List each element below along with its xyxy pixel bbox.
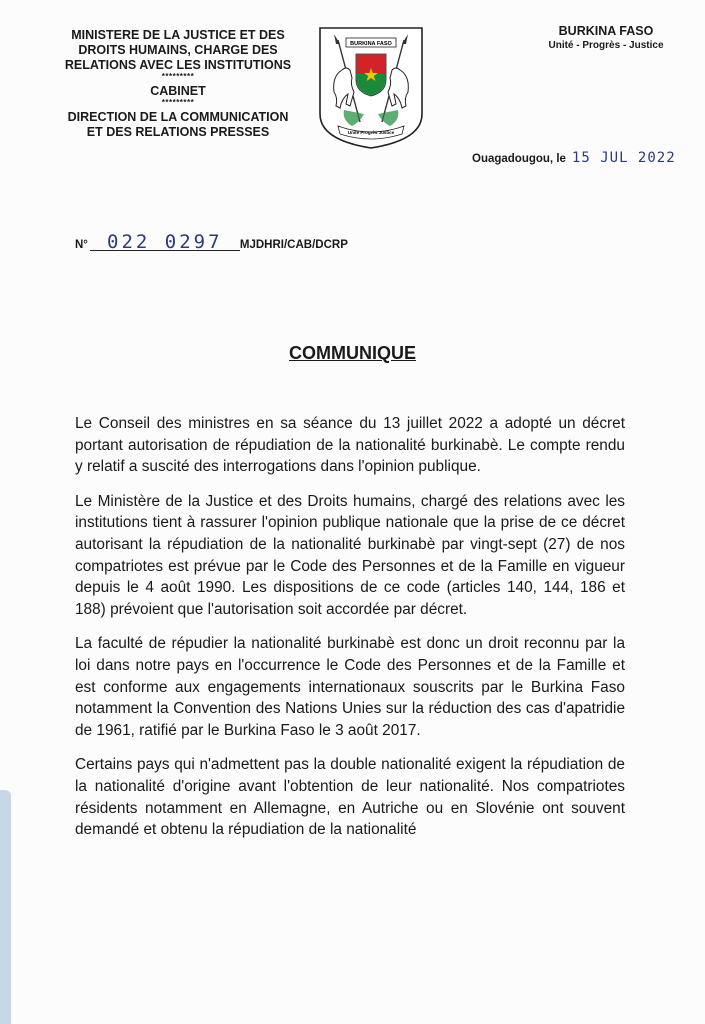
separator-stars-2: *********	[161, 98, 195, 107]
communique-body	[75, 413, 625, 854]
country-header	[536, 24, 676, 53]
reference-suffix: MJDHRI/CAB/DCRP	[239, 239, 348, 251]
scroll-edge-handle[interactable]	[0, 790, 11, 1024]
direction-line-2: ET DES RELATIONS PRESSES	[86, 125, 270, 139]
country-name: BURKINA FASO	[558, 24, 654, 38]
ministry-header	[48, 28, 308, 140]
date-stamp: 15 JUL 2022	[571, 150, 676, 166]
paragraph: La faculté de répudier la nationalité burkinabè est donc un droit reconnu par la loi dans notre pays en l'occurrence le Code des Personnes et de la Famille et est conforme aux engagements internationaux souscrits par le Burkina Faso notamment la Convention des Nations Unies sur la réduction des cas d'apatridie de 1961, ratifié par le Burkina Faso le 3 août 2017.	[75, 635, 625, 739]
separator-stars-1: *********	[161, 72, 195, 81]
paragraph: Le Ministère de la Justice et des Droits humains, chargé des relations avec les institutions tient à rassurer l'opinion publique nationale que la prise de ce décret autorisant la répudiation de la nationalité burkinabè par vingt-sept (27) de nos compatriotes est prévue par le Code des Personnes et de la Famille en vigueur depuis le 4 août 1990. Les dispositions de ce code (articles 140, 144, 186 et 188) prévoient que l'autorisation soit accordée par décret.	[75, 492, 625, 618]
ministry-line-2: DROITS HUMAINS, CHARGE DES	[78, 43, 278, 57]
coat-of-arms-emblem	[312, 22, 430, 150]
emblem-ribbon-text: Unité Progrès Justice	[347, 130, 395, 135]
direction-line-1: DIRECTION DE LA COMMUNICATION	[67, 110, 289, 124]
ministry-line-1: MINISTERE DE LA JUSTICE ET DES	[71, 28, 285, 42]
cabinet-label: CABINET	[150, 84, 206, 98]
reference-no-label: N°	[75, 239, 88, 251]
national-motto: Unité - Progrès - Justice	[548, 40, 664, 51]
page-title: COMMUNIQUE	[289, 343, 416, 363]
date-prefix: Ouagadougou, le	[472, 153, 566, 165]
emblem-banner-text: BURKINA FASO	[350, 41, 392, 47]
paragraph: Certains pays qui n'admettent pas la double nationalité exigent la répudiation de la nationalité d'origine avant l'obtention de leur nationalité. Nos compatriotes résidents notamment en Allemagne, en Autriche ou en Slovénie ont souvent demandé et obtenu la répudiation de la nationalité	[75, 756, 625, 839]
reference-number-stamp: 022 0297	[107, 231, 223, 253]
ministry-line-3: RELATIONS AVEC LES INSTITUTIONS	[64, 58, 292, 72]
date-line	[472, 150, 676, 166]
paragraph: Le Conseil des ministres en sa séance du 13 juillet 2022 a adopté un décret portant autorisation de répudiation de la nationalité burkinabè. Le compte rendu y relatif a suscité des interrogations dans l'opinion publique.	[75, 415, 625, 476]
